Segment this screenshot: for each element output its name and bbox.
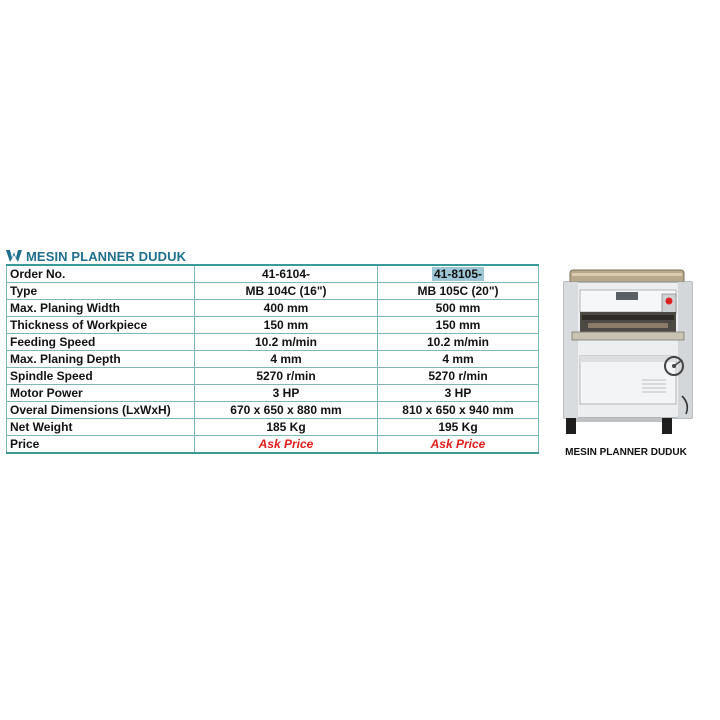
product-caption: MESIN PLANNER DUDUK — [565, 447, 687, 458]
table-row — [7, 419, 539, 436]
cell-value: 3 HP — [378, 385, 539, 402]
cell-value: MB 105C (20") — [378, 283, 539, 300]
cell-value: 810 x 650 x 940 mm — [378, 402, 539, 419]
cell-value: 670 x 650 x 880 mm — [195, 402, 378, 419]
cell-value: 195 Kg — [378, 419, 539, 436]
row-label: Net Weight — [7, 419, 195, 436]
cell-value: 400 mm — [195, 300, 378, 317]
row-label: Spindle Speed — [7, 368, 195, 385]
title-bar — [6, 248, 186, 264]
table-row — [7, 351, 539, 368]
cell-value: 41-6104- — [195, 265, 378, 283]
table-row — [7, 265, 539, 283]
row-label: Type — [7, 283, 195, 300]
row-label: Overal Dimensions (LxWxH) — [7, 402, 195, 419]
spec-table — [6, 264, 539, 454]
table-row — [7, 385, 539, 402]
cell-value: 5270 r/min — [378, 368, 539, 385]
planing-table — [572, 332, 684, 340]
cell-value — [378, 265, 539, 283]
row-label: Motor Power — [7, 385, 195, 402]
cell-value: 10.2 m/min — [378, 334, 539, 351]
cell-value: 10.2 m/min — [195, 334, 378, 351]
machine-leg — [662, 418, 672, 434]
cell-value: MB 104C (16") — [195, 283, 378, 300]
machine-leg — [566, 418, 576, 434]
cell-value: 150 mm — [378, 317, 539, 334]
cell-value: 4 mm — [378, 351, 539, 368]
table-row — [7, 368, 539, 385]
cell-value: 185 Kg — [195, 419, 378, 436]
table-row — [7, 283, 539, 300]
planer-machine-image — [558, 268, 698, 438]
ask-price-text: Ask Price — [195, 436, 378, 454]
table-row — [7, 317, 539, 334]
row-label: Max. Planing Depth — [7, 351, 195, 368]
cell-value: 500 mm — [378, 300, 539, 317]
row-label: Feeding Speed — [7, 334, 195, 351]
table-row — [7, 334, 539, 351]
table-row — [7, 436, 539, 454]
table-row — [7, 300, 539, 317]
cell-value: 4 mm — [195, 351, 378, 368]
row-label: Max. Planing Width — [7, 300, 195, 317]
row-label: Price — [7, 436, 195, 454]
cell-value: 150 mm — [195, 317, 378, 334]
cell-value: 3 HP — [195, 385, 378, 402]
w-logo-icon — [6, 249, 22, 263]
stop-button-icon — [666, 298, 673, 305]
cell-value: 5270 r/min — [195, 368, 378, 385]
machine-label-plate — [616, 292, 638, 300]
table-row — [7, 402, 539, 419]
row-label: Order No. — [7, 265, 195, 283]
highlighted-order-number: 41-8105- — [433, 267, 483, 281]
row-label: Thickness of Workpiece — [7, 317, 195, 334]
ask-price-text: Ask Price — [378, 436, 539, 454]
page-title: MESIN PLANNER DUDUK — [26, 248, 187, 264]
